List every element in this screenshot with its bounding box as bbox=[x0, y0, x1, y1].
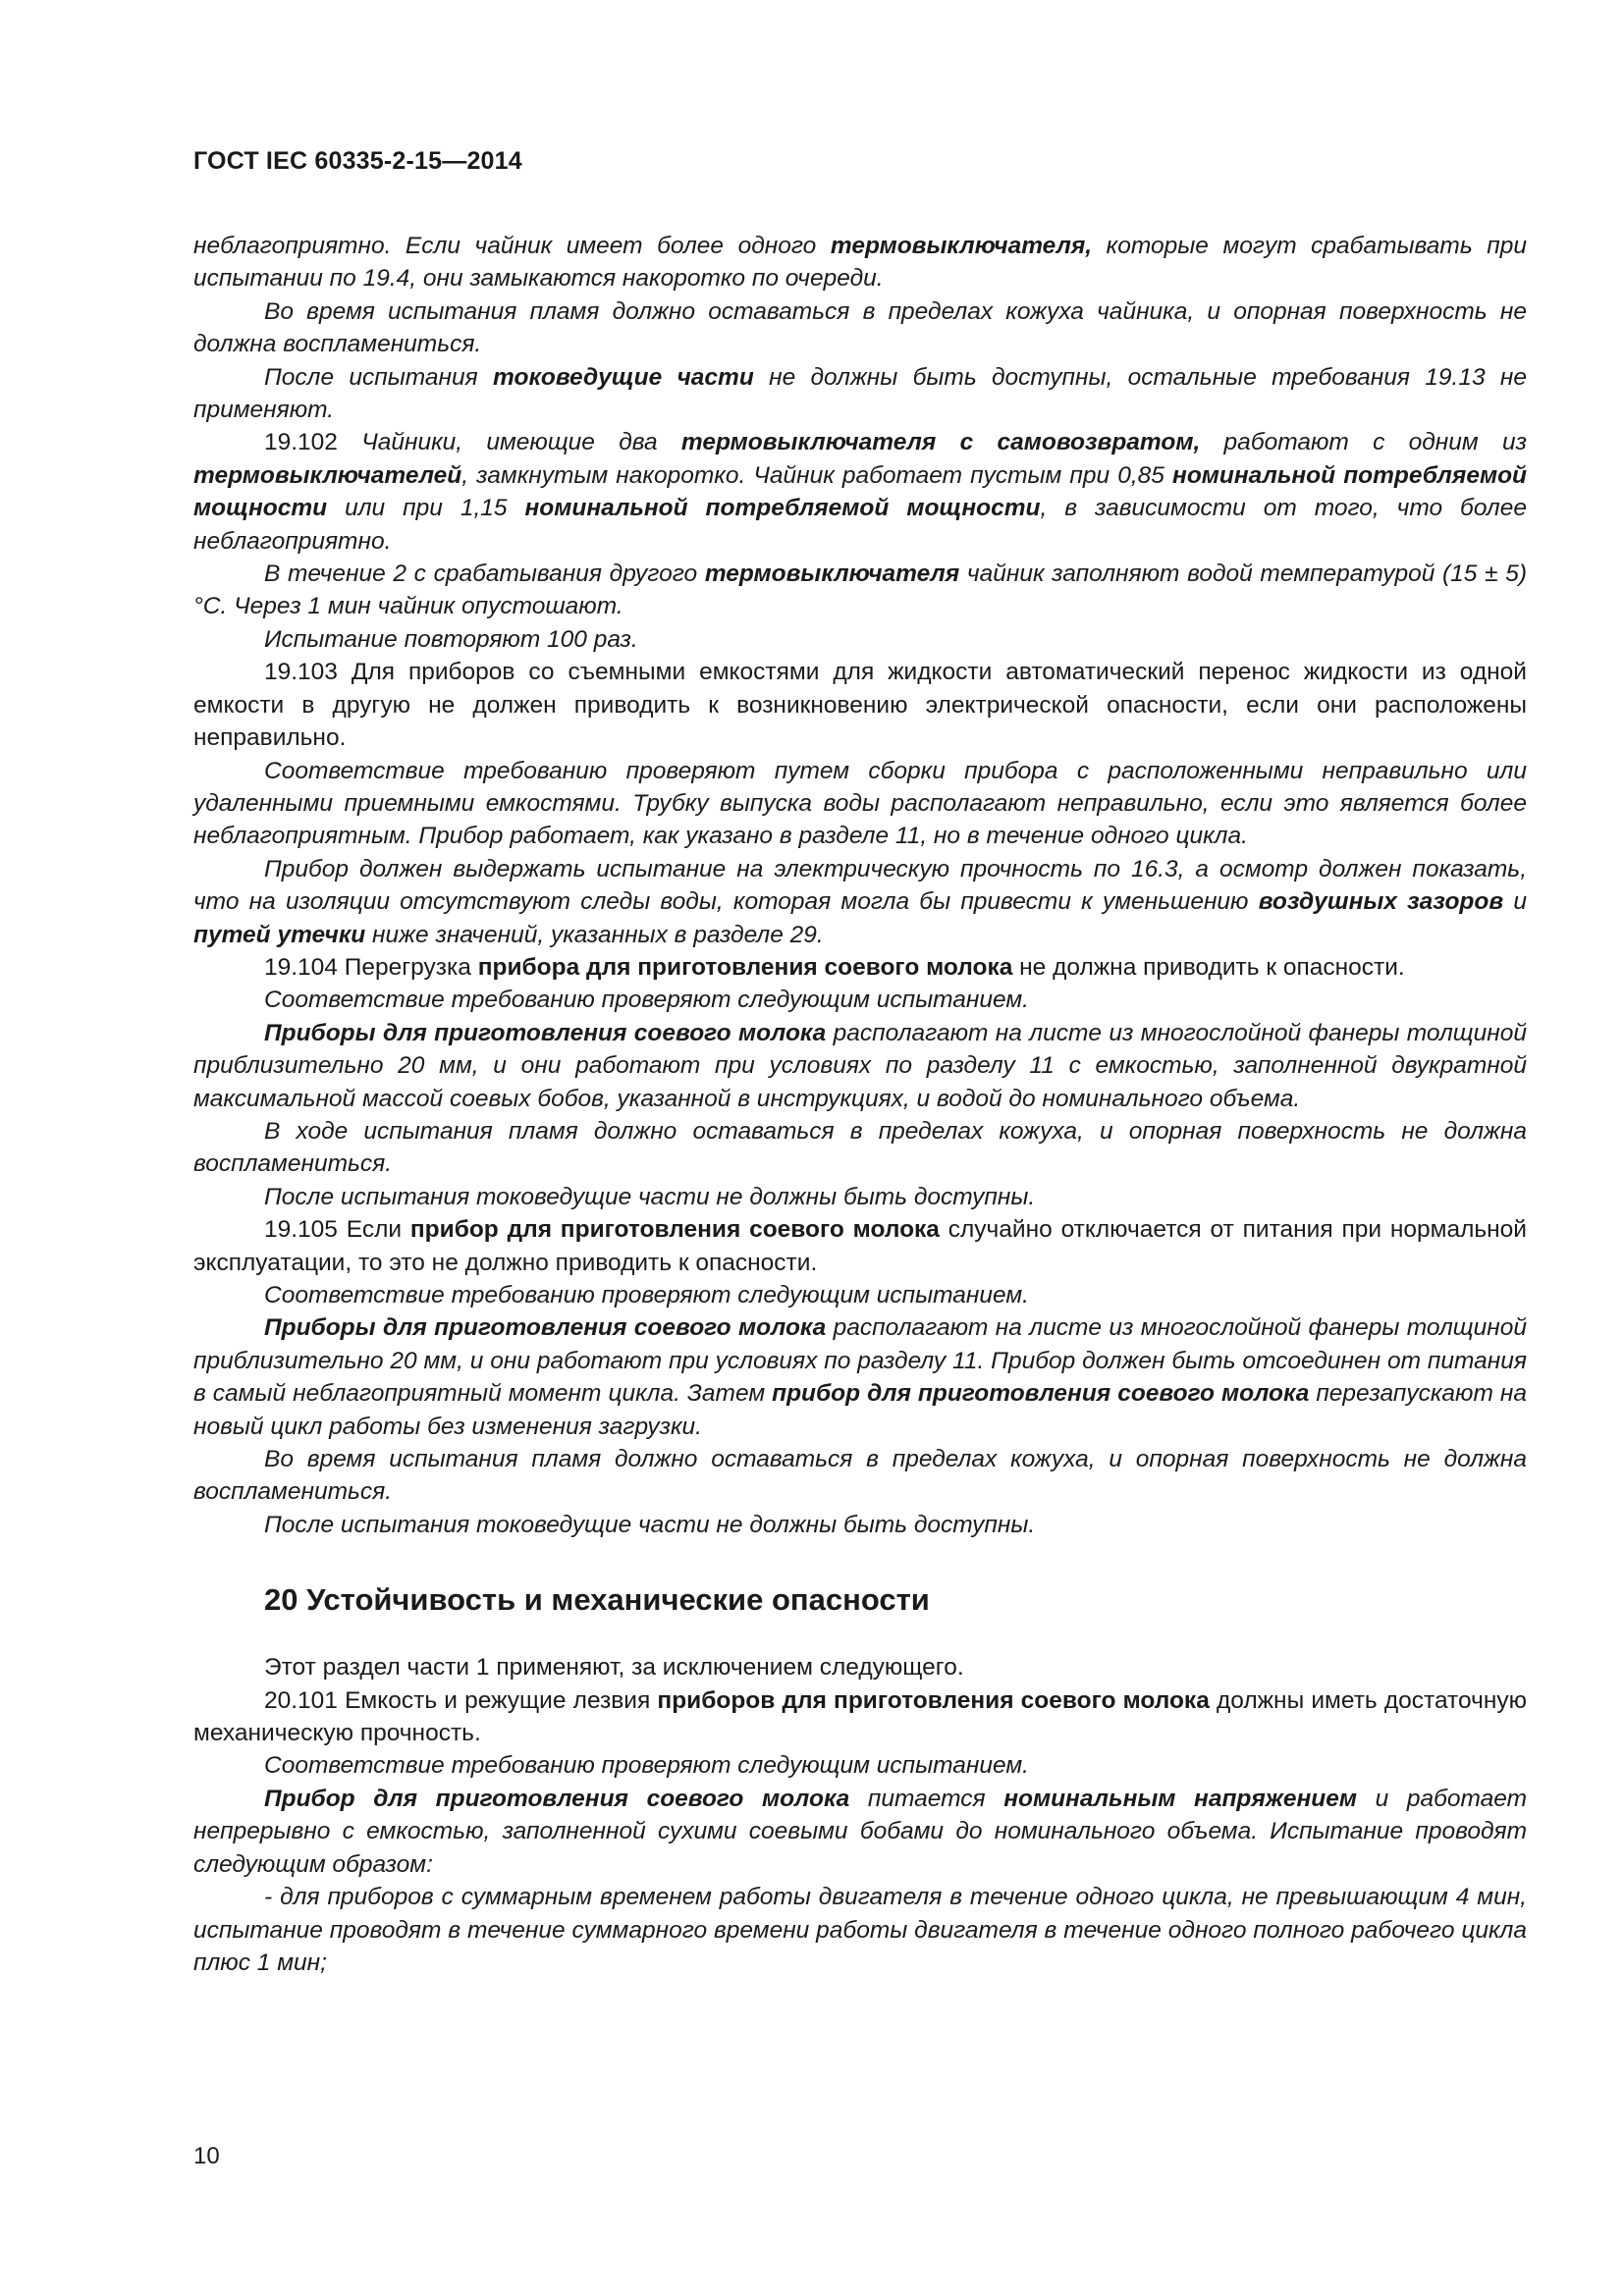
paragraph bbox=[193, 1181, 1527, 1213]
text-run: не должны быть доступны, остальные требования 19.13 не применяют. bbox=[193, 363, 1527, 424]
text-run: Во время испытания пламя должно оставаться в пределах кожуха, и опорная поверхность не должна воспламениться. bbox=[193, 1446, 1527, 1506]
document-header: ГОСТ IEC 60335-2-15—2014 bbox=[193, 147, 522, 175]
text-run: 19.105 Если bbox=[264, 1216, 410, 1244]
text-run: не должна приводить к опасности. bbox=[1012, 953, 1405, 981]
paragraph bbox=[193, 1684, 1527, 1750]
paragraph bbox=[193, 230, 1527, 295]
bold-term: токоведущие части bbox=[493, 363, 754, 391]
bold-term: прибора для приготовления соевого молока bbox=[477, 953, 1013, 981]
text-run: После испытания токоведущие части не должны быть доступны. bbox=[264, 1511, 1036, 1538]
paragraph bbox=[193, 984, 1527, 1016]
text-run: Соответствие требованию проверяют следующим испытанием. bbox=[264, 1752, 1029, 1780]
text-run: Соответствие требованию проверяют следующим испытанием. bbox=[264, 1282, 1029, 1308]
paragraph bbox=[193, 426, 1527, 558]
text-run: Прибор должен выдержать испытание на электрическую прочность по 16.3, а осмотр должен показать, что на изоляции отсутствуют следы воды, которая могла бы привести к уменьшению bbox=[193, 855, 1527, 916]
text-run: В ходе испытания пламя должно оставаться в пределах кожуха, и опорная поверхность не должна воспламениться. bbox=[193, 1117, 1527, 1178]
text-run: или при 1,15 bbox=[327, 495, 525, 522]
paragraph bbox=[193, 1881, 1527, 1979]
text-run: ниже значений, указанных в разделе 29. bbox=[365, 921, 824, 948]
text-run: 19.102 bbox=[264, 429, 362, 456]
paragraph bbox=[193, 1749, 1527, 1782]
paragraph bbox=[193, 951, 1527, 984]
paragraph bbox=[193, 1509, 1527, 1541]
bold-term: прибор для приготовления соевого молока bbox=[409, 1216, 940, 1244]
text-run: После испытания токоведущие части не должны быть доступны. bbox=[264, 1183, 1036, 1210]
text-run: Соответствие требованию проверяют путем сборки прибора с расположенными неправильно или удаленными приемными емкостями. Трубку выпуска воды располагают неправильно, если это является более неблагоприятным. Прибор работает, как указано в разделе 11, но в течение одного цикла. bbox=[193, 757, 1527, 850]
paragraph bbox=[193, 558, 1527, 623]
bold-term: термовыключателя с самовозвратом, bbox=[680, 429, 1201, 456]
text-run: 19.103 Для приборов со съемными емкостями для жидкости автоматический перенос жидкости из одной емкости в другую не должен приводить к возникновению электрической опасности, если они расположены неправильно. bbox=[193, 659, 1527, 752]
text-run: должны иметь достаточную механическую прочность. bbox=[193, 1686, 1527, 1747]
paragraph bbox=[193, 361, 1527, 427]
text-run: , замкнутым накоротко. Чайник работает пустым при 0,85 bbox=[461, 461, 1173, 489]
text-run: После испытания bbox=[264, 363, 494, 391]
text-run: Чайники, имеющие два bbox=[361, 429, 681, 456]
bold-term: Прибор для приготовления соевого молока bbox=[264, 1785, 850, 1812]
text-run: Во время испытания пламя должно оставаться в пределах кожуха чайника, и опорная поверхность не должна воспламениться. bbox=[193, 297, 1527, 358]
bold-term: приборов для приготовления соевого молока bbox=[657, 1686, 1210, 1714]
paragraph bbox=[193, 295, 1527, 361]
paragraph bbox=[193, 1213, 1527, 1279]
bold-term: термовыключателей bbox=[193, 461, 462, 489]
document-body bbox=[193, 230, 1527, 1979]
paragraph bbox=[193, 1017, 1527, 1115]
text-run: 20.101 Емкость и режущие лезвия bbox=[264, 1686, 658, 1714]
text-run: случайно отключается от питания при нормальной эксплуатации, то это не должно приводить к опасности. bbox=[193, 1216, 1527, 1276]
text-run: перезапускают на новый цикл работы без изменения загрузки. bbox=[193, 1380, 1527, 1440]
text-run: В течение 2 с срабатывания другого bbox=[264, 561, 705, 588]
text-run: и работает непрерывно с емкостью, заполненной сухими соевыми бобами до номинального объема. Испытание проводят следующим образом: bbox=[193, 1785, 1527, 1878]
paragraph bbox=[193, 1443, 1527, 1509]
paragraph bbox=[193, 656, 1527, 754]
paragraph bbox=[193, 1651, 1527, 1683]
text-run: располагают на листе из многослойной фанеры толщиной приблизительно 20 мм, и они работают при условиях по разделу 11 с емкостью, заполненной двукратной максимальной массой соевых бобов, указанной в инструкциях, и водой до номинального объема. bbox=[193, 1019, 1527, 1112]
text-run: питается bbox=[849, 1785, 1004, 1812]
bold-term: Приборы для приготовления соевого молока bbox=[264, 1019, 827, 1046]
bold-term: термовыключателя bbox=[704, 561, 960, 588]
paragraph bbox=[193, 1279, 1527, 1311]
text-run: располагают на листе из многослойной фанеры толщиной приблизительно 20 мм, и они работают при условиях по разделу 11. Прибор должен быть отсоединен от питания в самый неблагоприятный момент цикла. Затем bbox=[193, 1314, 1527, 1408]
paragraph bbox=[193, 623, 1527, 656]
bold-term: номинальным напряжением bbox=[1003, 1785, 1357, 1812]
section-paragraphs-block bbox=[193, 1651, 1527, 1979]
paragraph bbox=[193, 1783, 1527, 1881]
text-run: которые могут срабатывать при испытании по 19.4, они замыкаются накоротко по очереди. bbox=[193, 233, 1527, 293]
bold-term: Приборы для приготовления соевого молока bbox=[264, 1314, 827, 1342]
text-run: , в зависимости от того, что более неблагоприятно. bbox=[193, 495, 1527, 555]
page-number: 10 bbox=[193, 2143, 220, 2169]
bold-term: путей утечки bbox=[193, 921, 366, 948]
paragraph bbox=[193, 755, 1527, 853]
paragraph bbox=[193, 853, 1527, 951]
text-run: работают с одним из bbox=[1200, 429, 1527, 456]
section-heading: 20 Устойчивость и механические опасности bbox=[264, 1582, 930, 1618]
bold-term: термовыключателя, bbox=[830, 233, 1093, 259]
paragraph bbox=[193, 1311, 1527, 1443]
text-run: - для приборов с суммарным временем работы двигателя в течение одного цикла, не превышающим 4 мин, испытание проводят в течение суммарного времени работы двигателя в течение одного полного рабочего цикла плюс 1 мин; bbox=[193, 1884, 1527, 1976]
text-run: Испытание повторяют 100 раз. bbox=[264, 625, 638, 653]
text-run: чайник заполняют водой температурой (15 ± 5) °С. Через 1 мин чайник опустошают. bbox=[193, 561, 1527, 620]
bold-term: номинальной потребляемой мощности bbox=[193, 461, 1527, 522]
text-run: и bbox=[1503, 888, 1527, 916]
bold-term: прибор для приготовления соевого молока bbox=[772, 1380, 1310, 1408]
paragraphs-block bbox=[193, 230, 1527, 1541]
paragraph bbox=[193, 1115, 1527, 1181]
bold-term: воздушных зазоров bbox=[1258, 888, 1504, 916]
text-run: 19.104 Перегрузка bbox=[264, 953, 478, 981]
text-run: Этот раздел части 1 применяют, за исключением следующего. bbox=[264, 1654, 964, 1682]
text-run: Соответствие требованию проверяют следующим испытанием. bbox=[264, 987, 1029, 1014]
bold-term: номинальной потребляемой мощности bbox=[524, 495, 1041, 522]
text-run: неблагоприятно. Если чайник имеет более одного bbox=[193, 233, 831, 259]
